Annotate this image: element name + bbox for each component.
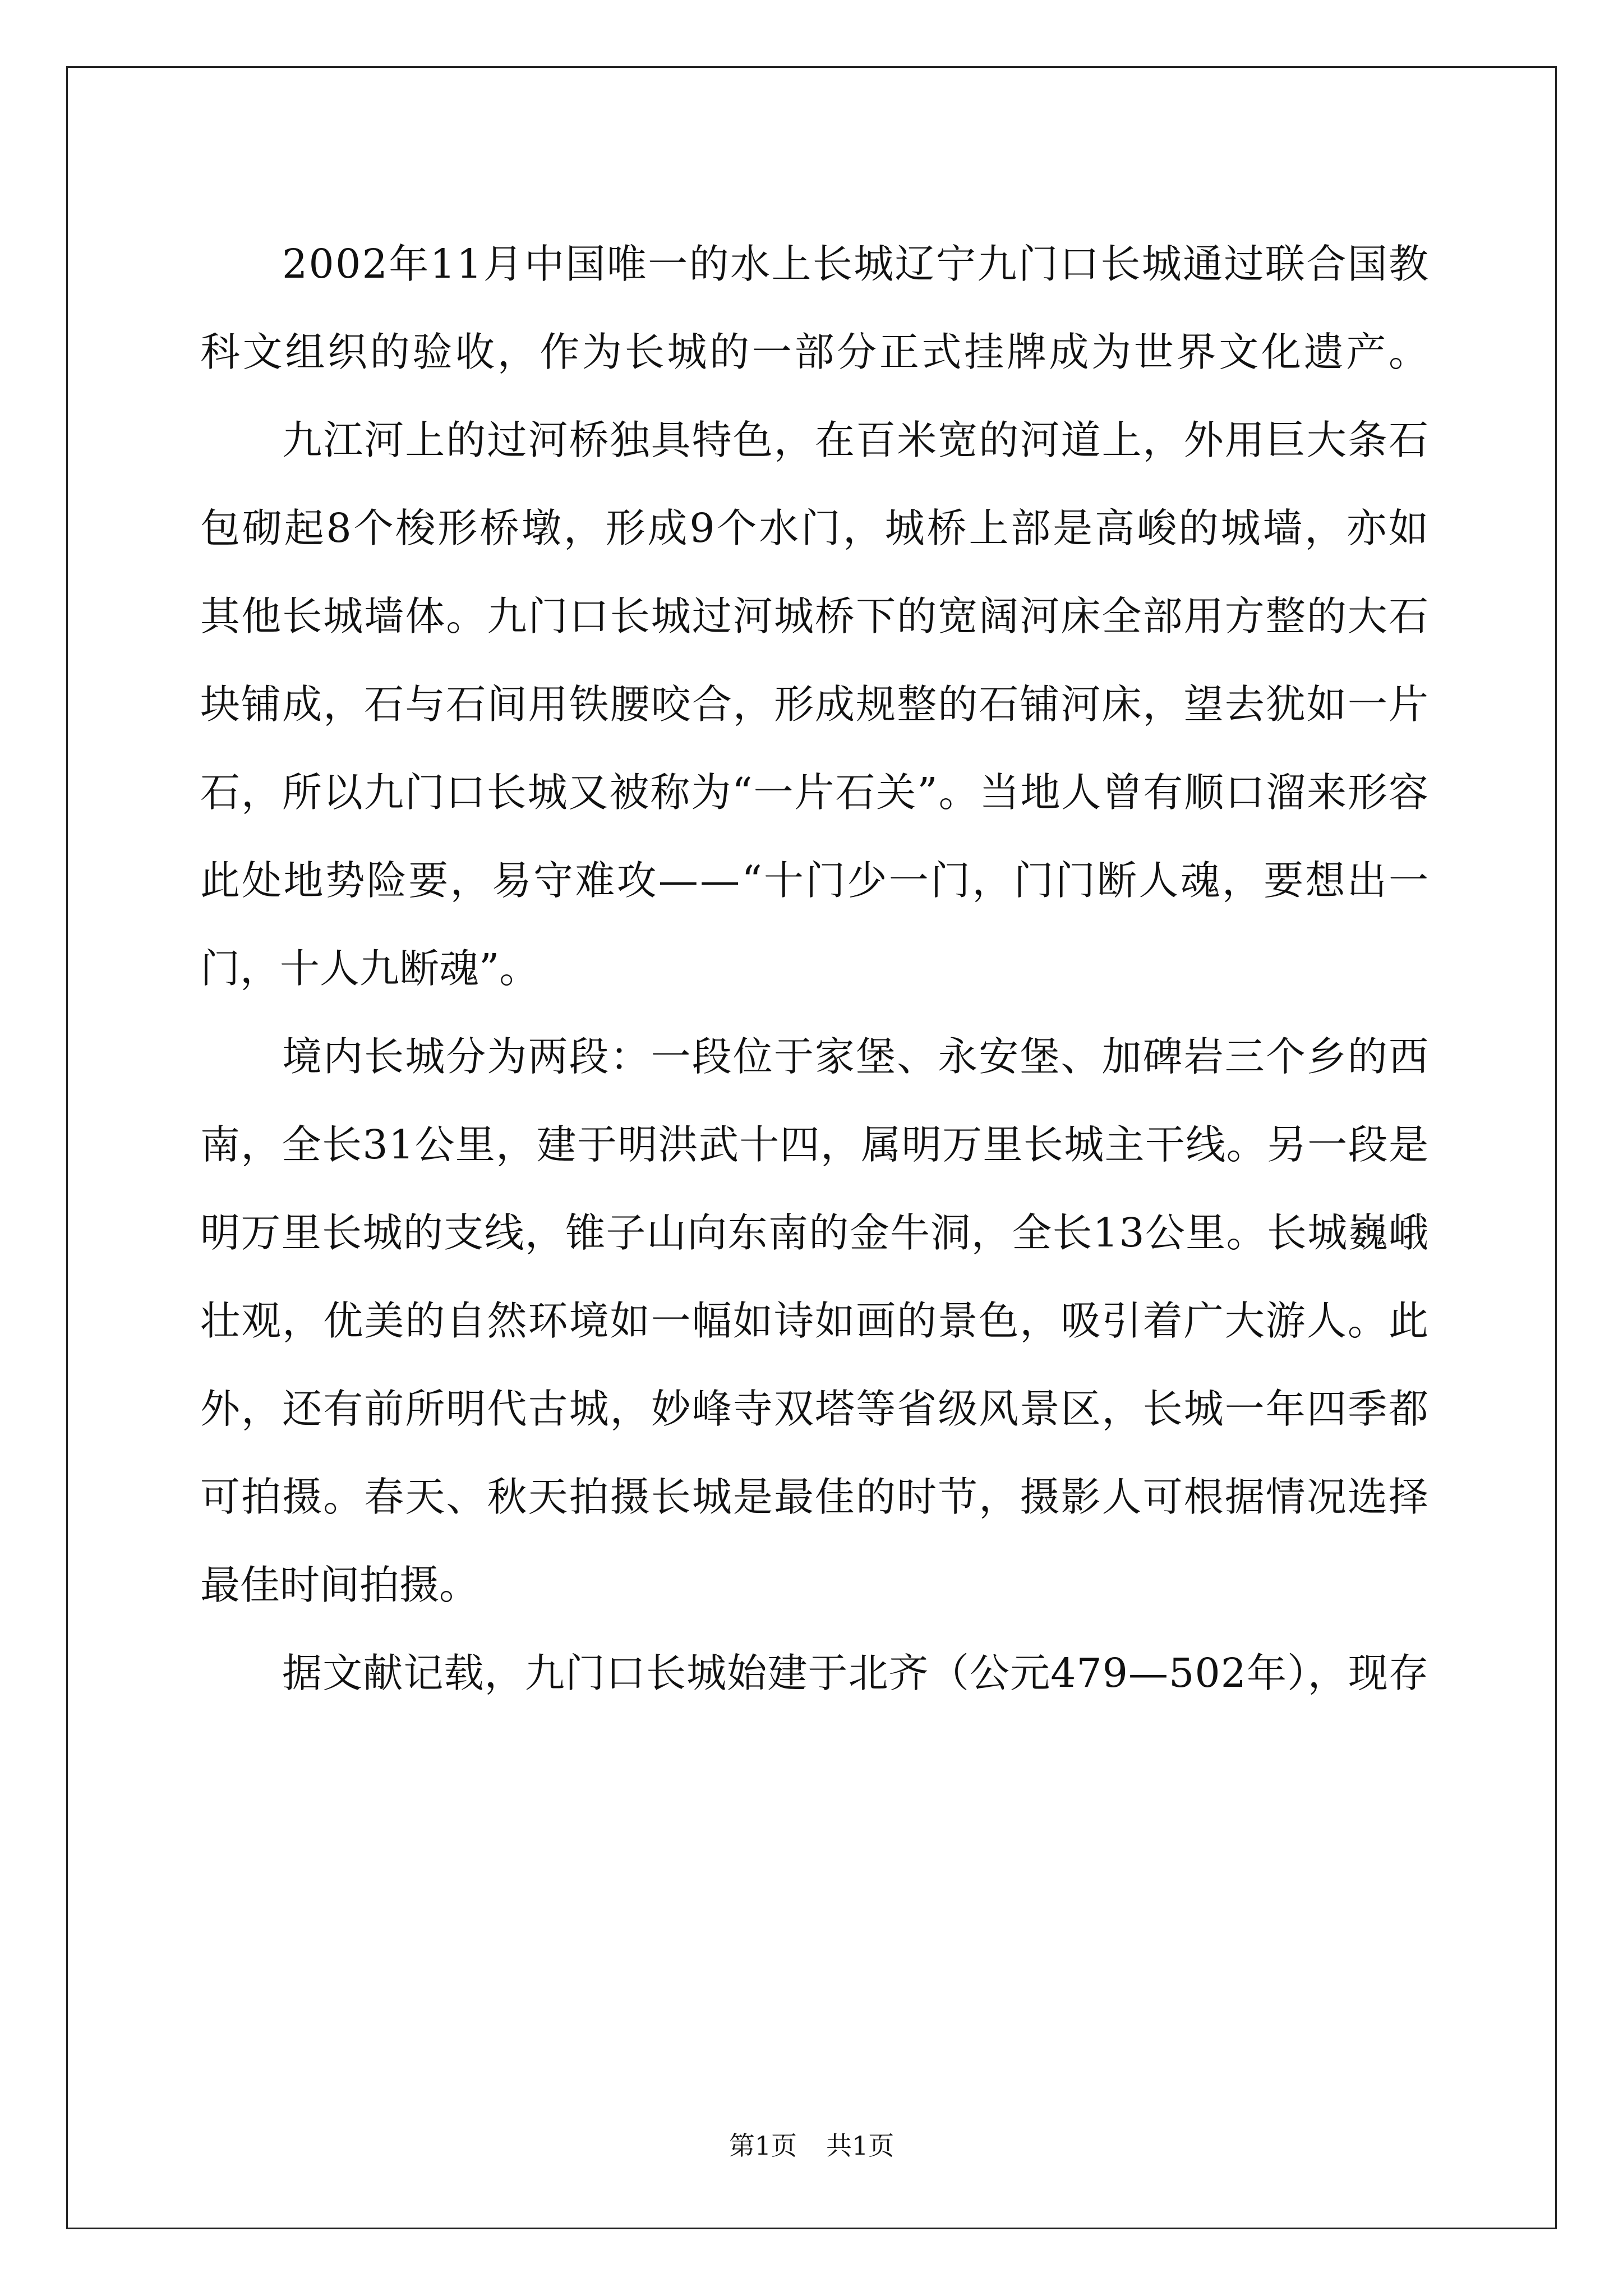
paragraph-4 xyxy=(200,1629,1428,1717)
text-line: 九江河上的过河桥独具特色，在百米宽的河道上，外用巨大条石 xyxy=(282,417,1430,463)
text-line: 明万里长城的支线，锥子山向东南的金牛洞，全长13公里。长城巍峨 xyxy=(200,1209,1430,1256)
paragraph-2 xyxy=(200,396,1431,1013)
document-body xyxy=(200,220,1431,1717)
page-footer xyxy=(0,2129,1623,2162)
text-line: 此处地势险要，易守难攻——“十门少一门，门门断人魂，要想出一 xyxy=(200,857,1431,904)
text-line: 境内长城分为两段：一段位于家堡、永安堡、加碑岩三个乡的西 xyxy=(282,1033,1430,1080)
text-line: 2002年11月中国唯一的水上长城辽宁九门口长城通过联合国教 xyxy=(282,241,1430,287)
paragraph-3 xyxy=(200,1013,1428,1629)
text-line: 壮观，优美的自然环境如一幅如诗如画的景色，吸引着广大游人。此 xyxy=(200,1297,1430,1344)
text-line: 最佳时间拍摄。 xyxy=(200,1562,479,1608)
page-total: 共1页 xyxy=(826,2131,895,2161)
text-line: 南，全长31公里，建于明洪武十四，属明万里长城主干线。另一段是 xyxy=(200,1121,1430,1168)
text-line: 据文献记载，九门口长城始建于北齐（公元479—502年），现存 xyxy=(282,1650,1430,1696)
text-line: 门，十人九断魂”。 xyxy=(200,945,540,992)
page-number: 第1页 xyxy=(728,2131,797,2161)
text-line: 可拍摄。春天、秋天拍摄长城是最佳的时节，摄影人可根据情况选择 xyxy=(200,1474,1430,1520)
text-line: 外，还有前所明代古城，妙峰寺双塔等省级风景区，长城一年四季都 xyxy=(200,1386,1430,1432)
text-line: 石，所以九门口长城又被称为“一片石关”。当地人曾有顺口溜来形容 xyxy=(200,769,1430,816)
text-line: 块铺成，石与石间用铁腰咬合，形成规整的石铺河床，望去犹如一片 xyxy=(200,681,1430,728)
text-line: 科文组织的验收，作为长城的一部分正式挂牌成为世界文化遗产。 xyxy=(200,329,1431,375)
paragraph-1 xyxy=(200,220,1431,396)
text-line: 包砌起8个梭形桥墩，形成9个水门，城桥上部是高峻的城墙，亦如 xyxy=(200,505,1431,551)
text-line: 其他长城墙体。九门口长城过河城桥下的宽阔河床全部用方整的大石 xyxy=(200,593,1430,639)
